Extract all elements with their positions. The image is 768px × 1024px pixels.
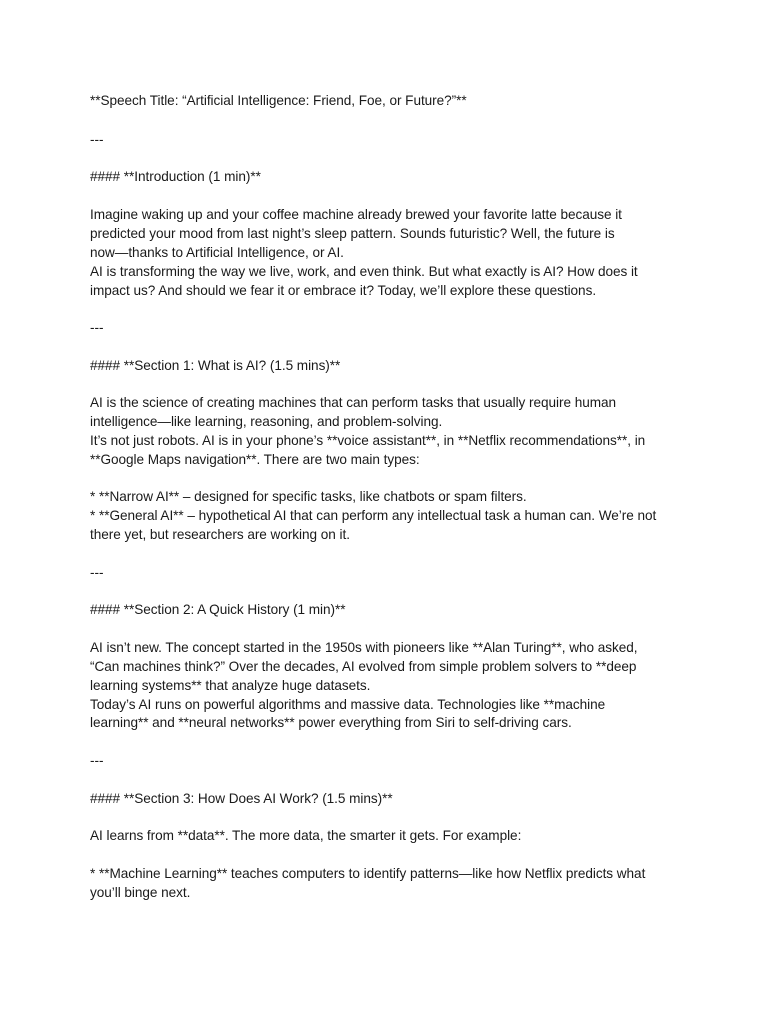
separator: --- (90, 565, 104, 580)
paragraph-line: now—thanks to Artificial Intelligence, or AI. (90, 245, 344, 260)
paragraph-line: learning** and **neural networks** power everything from Siri to self-driving cars. (90, 715, 572, 730)
separator: --- (90, 132, 104, 147)
section-heading-how-ai-works: #### **Section 3: How Does AI Work? (1.5 mins)** (90, 791, 393, 806)
paragraph-line: Imagine waking up and your coffee machine already brewed your favorite latte because it (90, 207, 622, 222)
bullet-item: * **Machine Learning** teaches computers to identify patterns—like how Netflix predicts what (90, 866, 646, 881)
speech-title: **Speech Title: “Artificial Intelligence: Friend, Foe, or Future?”** (90, 93, 467, 108)
bullet-item-continuation: you’ll binge next. (90, 885, 191, 900)
paragraph-line: AI is transforming the way we live, work, and even think. But what exactly is AI? How does it (90, 264, 638, 279)
paragraph-line: AI learns from **data**. The more data, the smarter it gets. For example: (90, 828, 522, 843)
section-heading-introduction: #### **Introduction (1 min)** (90, 169, 261, 184)
paragraph-line: “Can machines think?” Over the decades, AI evolved from simple problem solvers to **deep (90, 659, 637, 674)
paragraph-line: Today’s AI runs on powerful algorithms and massive data. Technologies like **machine (90, 697, 606, 712)
paragraph-line: predicted your mood from last night’s sleep pattern. Sounds futuristic? Well, the future is (90, 226, 615, 241)
section-heading-history: #### **Section 2: A Quick History (1 min)** (90, 602, 346, 617)
bullet-item-continuation: there yet, but researchers are working on it. (90, 527, 350, 542)
separator: --- (90, 320, 104, 335)
paragraph-line: AI isn’t new. The concept started in the 1950s with pioneers like **Alan Turing**, who asked, (90, 640, 638, 655)
paragraph-line: impact us? And should we fear it or embrace it? Today, we’ll explore these questions. (90, 283, 597, 298)
paragraph-line: It’s not just robots. AI is in your phone’s **voice assistant**, in **Netflix recommendations**, in (90, 433, 646, 448)
section-heading-what-is-ai: #### **Section 1: What is AI? (1.5 mins)** (90, 358, 341, 373)
paragraph-line: intelligence—like learning, reasoning, and problem-solving. (90, 414, 443, 429)
paragraph-line: learning systems** that analyze huge datasets. (90, 678, 371, 693)
bullet-item: * **General AI** – hypothetical AI that can perform any intellectual task a human can. We’re not (90, 508, 657, 523)
bullet-item: * **Narrow AI** – designed for specific tasks, like chatbots or spam filters. (90, 489, 527, 504)
separator: --- (90, 753, 104, 768)
paragraph-line: AI is the science of creating machines that can perform tasks that usually require human (90, 395, 617, 410)
paragraph-line: **Google Maps navigation**. There are two main types: (90, 452, 420, 467)
